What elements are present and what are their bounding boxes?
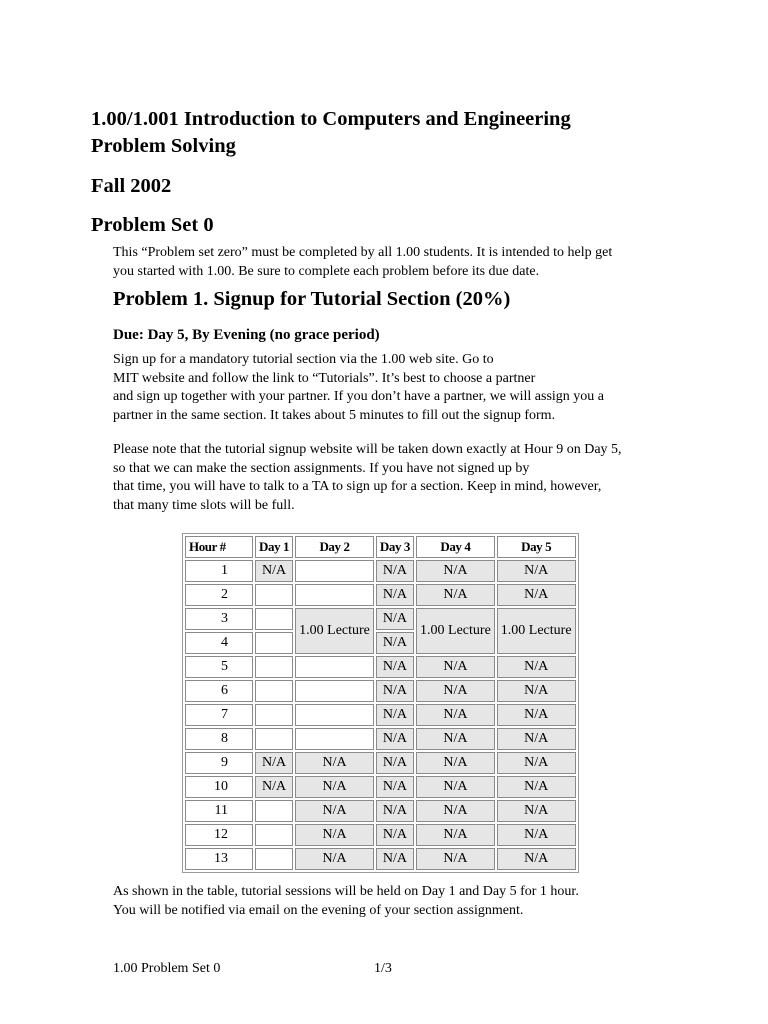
- slot-cell: N/A: [255, 776, 293, 798]
- table-header-row: [185, 536, 576, 558]
- slot-cell: N/A: [497, 728, 576, 750]
- intro-paragraph: [113, 244, 673, 281]
- paragraph-line: As shown in the table, tutorial sessions will be held on Day 1 and Day 5 for 1 hour.: [113, 884, 579, 899]
- paragraph-line: that many time slots will be full.: [113, 497, 295, 513]
- document-title: [91, 106, 711, 160]
- hour-cell: 6: [185, 680, 253, 702]
- header-day-4: Day 4: [416, 536, 495, 558]
- slot-cell: N/A: [497, 800, 576, 822]
- slot-cell: N/A: [376, 800, 414, 822]
- slot-cell: N/A: [376, 704, 414, 726]
- term-heading: Fall 2002: [91, 175, 172, 197]
- slot-cell: [255, 704, 293, 726]
- table-row: [185, 584, 576, 606]
- deadline-paragraph: [113, 441, 673, 515]
- lecture-cell: 1.00 Lecture: [295, 608, 374, 654]
- hour-cell: 5: [185, 656, 253, 678]
- slot-cell: N/A: [416, 656, 495, 678]
- hour-cell: 13: [185, 848, 253, 870]
- slot-cell: N/A: [416, 848, 495, 870]
- slot-cell: N/A: [376, 656, 414, 678]
- slot-cell: N/A: [376, 848, 414, 870]
- table-row: [185, 776, 576, 798]
- paragraph-line: Sign up for a mandatory tutorial section via the 1.00 web site. Go to: [113, 352, 494, 367]
- slot-cell: [295, 728, 374, 750]
- slot-cell: N/A: [376, 776, 414, 798]
- paragraph-line: partner in the same section. It takes about 5 minutes to fill out the signup form.: [113, 407, 556, 423]
- slot-cell: N/A: [416, 680, 495, 702]
- header-day-3: Day 3: [376, 536, 414, 558]
- slot-cell: N/A: [497, 848, 576, 870]
- slot-cell: [255, 608, 293, 630]
- table-row: [185, 704, 576, 726]
- slot-cell: N/A: [497, 824, 576, 846]
- problem-1-heading: Problem 1. Signup for Tutorial Section (20%): [113, 288, 511, 310]
- slot-cell: N/A: [416, 728, 495, 750]
- slot-cell: [295, 704, 374, 726]
- slot-cell: [255, 824, 293, 846]
- paragraph-line: that time, you will have to talk to a TA to sign up for a section. Keep in mind, however,: [113, 479, 602, 494]
- slot-cell: [255, 800, 293, 822]
- hour-cell: 3: [185, 608, 253, 630]
- due-heading: Due: Day 5, By Evening (no grace period): [113, 327, 380, 343]
- table-row: [185, 680, 576, 702]
- table-row: [185, 656, 576, 678]
- slot-cell: N/A: [295, 824, 374, 846]
- slot-cell: N/A: [295, 848, 374, 870]
- slot-cell: N/A: [295, 776, 374, 798]
- slot-cell: N/A: [416, 752, 495, 774]
- slot-cell: [295, 584, 374, 606]
- problem-set-heading: Problem Set 0: [91, 214, 214, 236]
- slot-cell: N/A: [376, 824, 414, 846]
- slot-cell: N/A: [255, 752, 293, 774]
- table-row: [185, 560, 576, 582]
- slot-cell: [295, 680, 374, 702]
- table-row: [185, 728, 576, 750]
- slot-cell: N/A: [497, 656, 576, 678]
- hour-cell: 12: [185, 824, 253, 846]
- header-hour: Hour #: [185, 536, 253, 558]
- slot-cell: [255, 728, 293, 750]
- paragraph-line: so that we can make the section assignments. If you have not signed up by: [113, 460, 530, 476]
- slot-cell: N/A: [295, 800, 374, 822]
- slot-cell: N/A: [497, 560, 576, 582]
- hour-cell: 8: [185, 728, 253, 750]
- table-row: [185, 824, 576, 846]
- lecture-cell: 1.00 Lecture: [497, 608, 576, 654]
- table-row: [185, 752, 576, 774]
- tutorial-schedule-table: [182, 533, 579, 873]
- slot-cell: N/A: [416, 824, 495, 846]
- slot-cell: N/A: [376, 632, 414, 654]
- header-day-1: Day 1: [255, 536, 293, 558]
- slot-cell: [255, 680, 293, 702]
- slot-cell: N/A: [416, 560, 495, 582]
- slot-cell: [255, 584, 293, 606]
- hour-cell: 11: [185, 800, 253, 822]
- table-row: [185, 608, 576, 630]
- slot-cell: N/A: [376, 728, 414, 750]
- slot-cell: [295, 656, 374, 678]
- slot-cell: N/A: [497, 680, 576, 702]
- slot-cell: N/A: [497, 584, 576, 606]
- paragraph-line: You will be notified via email on the evening of your section assignment.: [113, 902, 524, 918]
- slot-cell: N/A: [497, 704, 576, 726]
- slot-cell: [295, 560, 374, 582]
- slot-cell: N/A: [416, 800, 495, 822]
- hour-cell: 1: [185, 560, 253, 582]
- slot-cell: N/A: [376, 584, 414, 606]
- lecture-cell: 1.00 Lecture: [416, 608, 495, 654]
- title-line-1: 1.00/1.001 Introduction to Computers and Engineering: [91, 108, 571, 130]
- slot-cell: N/A: [255, 560, 293, 582]
- footer-title: 1.00 Problem Set 0: [113, 961, 221, 976]
- slot-cell: N/A: [376, 608, 414, 630]
- header-day-2: Day 2: [295, 536, 374, 558]
- slot-cell: [255, 656, 293, 678]
- intro-line: you started with 1.00. Be sure to complete each problem before its due date.: [113, 263, 540, 279]
- hour-cell: 4: [185, 632, 253, 654]
- slot-cell: N/A: [416, 776, 495, 798]
- paragraph-line: and sign up together with your partner. If you don’t have a partner, we will assign you a: [113, 389, 605, 404]
- sessions-paragraph: [113, 883, 673, 920]
- slot-cell: N/A: [376, 680, 414, 702]
- page-number: 1/3: [374, 961, 392, 976]
- slot-cell: N/A: [376, 560, 414, 582]
- slot-cell: [255, 632, 293, 654]
- intro-line: This “Problem set zero” must be completed by all 1.00 students. It is intended to help get: [113, 245, 613, 260]
- slot-cell: N/A: [295, 752, 374, 774]
- hour-cell: 2: [185, 584, 253, 606]
- slot-cell: N/A: [497, 776, 576, 798]
- slot-cell: [255, 848, 293, 870]
- signup-paragraph: [113, 351, 673, 425]
- paragraph-line: Please note that the tutorial signup website will be taken down exactly at Hour 9 on Day 5,: [113, 442, 622, 457]
- slot-cell: N/A: [497, 752, 576, 774]
- title-line-2: Problem Solving: [91, 135, 236, 157]
- slot-cell: N/A: [416, 584, 495, 606]
- slot-cell: N/A: [376, 752, 414, 774]
- paragraph-line: MIT website and follow the link to “Tutorials”. It’s best to choose a partner: [113, 370, 536, 386]
- table-row: [185, 800, 576, 822]
- table-row: [185, 848, 576, 870]
- header-day-5: Day 5: [497, 536, 576, 558]
- slot-cell: N/A: [416, 704, 495, 726]
- hour-cell: 10: [185, 776, 253, 798]
- hour-cell: 7: [185, 704, 253, 726]
- hour-cell: 9: [185, 752, 253, 774]
